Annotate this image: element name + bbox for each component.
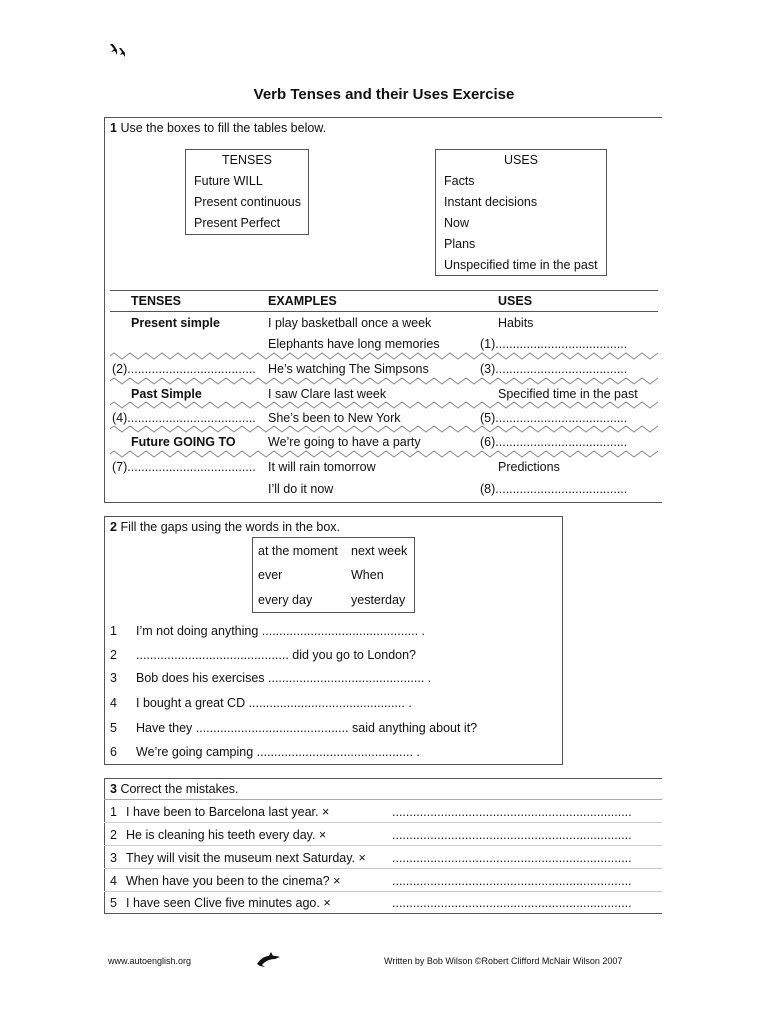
table-header-rule xyxy=(110,311,658,312)
wavy-divider xyxy=(110,377,658,385)
correction-answer-blank[interactable]: ..................................................................... xyxy=(392,805,632,819)
exercise-2-number: 3 xyxy=(110,671,117,685)
word-box-item: yesterday xyxy=(351,593,406,607)
uses-box-item: Plans xyxy=(444,237,476,251)
wavy-divider xyxy=(110,450,658,458)
wavy-divider xyxy=(110,401,658,409)
table-cell-tense: Present simple xyxy=(131,316,220,330)
exercise-2-sentence: Have they ............................................ said anything about it? xyxy=(136,721,478,735)
section-3-instruction: 3 Correct the mistakes. xyxy=(110,782,239,796)
exercise-2-number: 1 xyxy=(110,624,117,638)
correction-answer-blank[interactable]: ..................................................................... xyxy=(392,896,632,910)
table-cell-example: Elephants have long memories xyxy=(268,337,440,351)
uses-box-heading: USES xyxy=(503,153,539,167)
section-1-instruction: 1 Use the boxes to fill the tables below. xyxy=(110,121,327,135)
word-box-item: at the moment xyxy=(258,544,338,558)
correction-sentence: When have you been to the cinema? × xyxy=(126,874,341,888)
correction-answer-blank[interactable]: ..................................................................... xyxy=(392,874,632,888)
table-cell-example: I play basketball once a week xyxy=(268,316,432,330)
table-cell-use: Habits xyxy=(498,316,534,330)
footer-credit: Written by Bob Wilson ©Robert Clifford McNair Wilson 2007 xyxy=(384,956,623,966)
correction-sentence: I have seen Clive five minutes ago. × xyxy=(126,896,331,910)
table-cell-example: I saw Clare last week xyxy=(268,387,387,401)
table-cell-tense-blank[interactable]: (4)..................................... xyxy=(112,411,256,425)
dolphin-logo-icon xyxy=(256,952,282,971)
correction-answer-blank[interactable]: ..................................................................... xyxy=(392,851,632,865)
uses-box xyxy=(435,149,607,276)
page-title: Verb Tenses and their Uses Exercise xyxy=(253,86,515,103)
exercise-2-number: 2 xyxy=(110,648,117,662)
table-cell-use-blank[interactable]: (5)...................................... xyxy=(480,411,628,425)
section-3-rule xyxy=(104,799,662,800)
word-box-item: next week xyxy=(351,544,408,558)
bird-logo-icon xyxy=(108,42,128,58)
table-header-examples: EXAMPLES xyxy=(268,294,337,308)
section-3-rule xyxy=(104,822,662,823)
table-cell-use: Specified time in the past xyxy=(498,387,638,401)
tenses-box-item: Future WILL xyxy=(194,174,263,188)
correction-number: 5 xyxy=(110,896,117,910)
correction-sentence: He is cleaning his teeth every day. × xyxy=(126,828,327,842)
correction-answer-blank[interactable]: ..................................................................... xyxy=(392,828,632,842)
exercise-2-sentence: I’m not doing anything ............................................. . xyxy=(136,624,426,638)
table-cell-example: We’re going to have a party xyxy=(268,435,421,449)
table-header-tenses: TENSES xyxy=(131,294,182,308)
table-cell-example: She’s been to New York xyxy=(268,411,401,425)
tenses-box-item: Present Perfect xyxy=(194,216,281,230)
table-cell-use-blank[interactable]: (1)...................................... xyxy=(480,337,628,351)
table-cell-use-blank[interactable]: (6)...................................... xyxy=(480,435,628,449)
tenses-box-item: Present continuous xyxy=(194,195,302,209)
table-cell-use-blank[interactable]: (3)...................................... xyxy=(480,362,628,376)
table-header-uses: USES xyxy=(498,294,533,308)
table-cell-tense: Future GOING TO xyxy=(131,435,236,449)
exercise-2-sentence: Bob does his exercises ............................................. . xyxy=(136,671,432,685)
section-2-instruction: 2 Fill the gaps using the words in the box. xyxy=(110,520,341,534)
wavy-divider xyxy=(110,352,658,360)
word-box-item: ever xyxy=(258,568,283,582)
exercise-2-number: 6 xyxy=(110,745,117,759)
footer-website: www.autoenglish.org xyxy=(108,956,192,966)
table-cell-example: I’ll do it now xyxy=(268,482,334,496)
exercise-2-sentence: ............................................ did you go to London? xyxy=(136,648,416,662)
uses-box-item: Instant decisions xyxy=(444,195,538,209)
tenses-box-heading: TENSES xyxy=(221,153,272,167)
exercise-2-sentence: I bought a great CD ............................................. . xyxy=(136,696,412,710)
correction-number: 3 xyxy=(110,851,117,865)
correction-sentence: They will visit the museum next Saturday. × xyxy=(126,851,366,865)
correction-number: 1 xyxy=(110,805,117,819)
word-box-item: When xyxy=(351,568,384,582)
table-cell-use: Predictions xyxy=(498,460,560,474)
table-top-rule xyxy=(110,290,658,291)
table-cell-example: He’s watching The Simpsons xyxy=(268,362,429,376)
table-cell-use-blank[interactable]: (8)...................................... xyxy=(480,482,628,496)
correction-sentence: I have been to Barcelona last year. × xyxy=(126,805,330,819)
table-cell-example: It will rain tomorrow xyxy=(268,460,376,474)
table-cell-tense-blank[interactable]: (2)..................................... xyxy=(112,362,256,376)
correction-number: 2 xyxy=(110,828,117,842)
exercise-2-sentence: We’re going camping ............................................. . xyxy=(136,745,420,759)
exercise-2-number: 5 xyxy=(110,721,117,735)
uses-box-item: Facts xyxy=(444,174,475,188)
uses-box-item: Unspecified time in the past xyxy=(444,258,598,272)
section-3-rule xyxy=(104,891,662,892)
exercise-2-number: 4 xyxy=(110,696,117,710)
wavy-divider xyxy=(110,425,658,433)
table-cell-tense: Past Simple xyxy=(131,387,202,401)
section-3-rule xyxy=(104,868,662,869)
section-3-rule xyxy=(104,845,662,846)
correction-number: 4 xyxy=(110,874,117,888)
uses-box-item: Now xyxy=(444,216,470,230)
word-box-item: every day xyxy=(258,593,313,607)
table-cell-tense-blank[interactable]: (7)..................................... xyxy=(112,460,256,474)
